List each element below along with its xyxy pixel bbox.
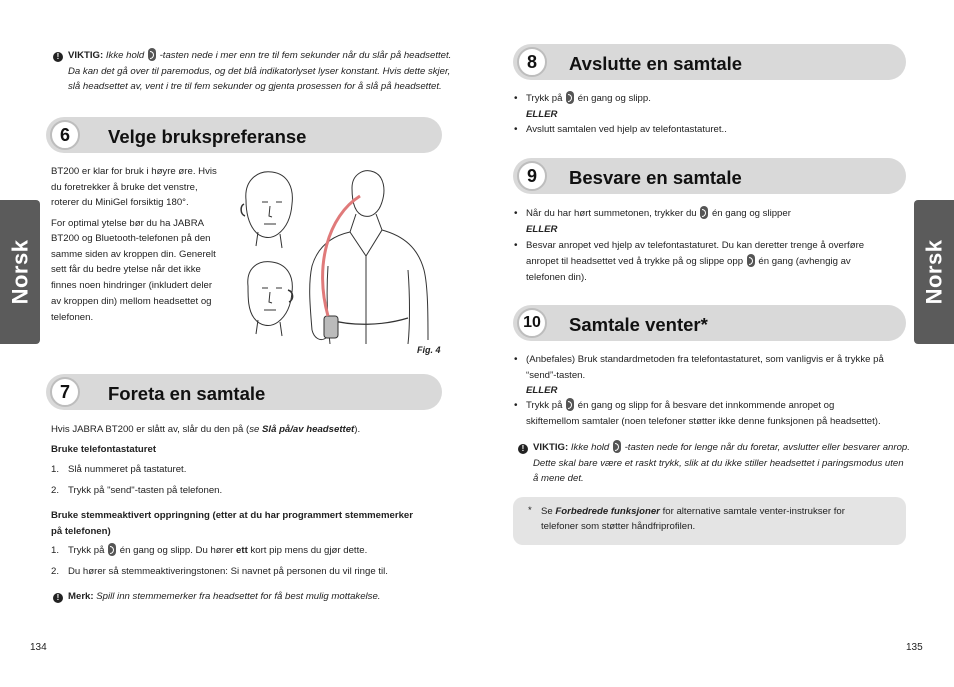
info-box [513, 497, 906, 545]
or-label: ELLER [526, 385, 558, 396]
list-item: Besvar anropet ved hjelp av telefontastaturet. Du kan deretter trenge å overføre [526, 240, 865, 251]
text-line: sett får du bedre ytelse når det ikke [51, 264, 201, 275]
figure-caption: Fig. 4 [417, 345, 441, 355]
subheading-voice-dial: på telefonen) [51, 526, 111, 537]
subheading-keypad: Bruke telefontastaturet [51, 444, 157, 455]
section-6-header [46, 117, 442, 153]
or-label: ELLER [526, 224, 558, 235]
headset-button-icon [108, 543, 116, 556]
section-number: 9 [517, 161, 547, 191]
section-title: Avslutte en samtale [569, 53, 743, 74]
warning-icon: ! [518, 444, 528, 454]
info-line-2: telefoner som støtter håndfriprofilen. [541, 521, 696, 532]
bullet: • [514, 208, 518, 219]
text-line: samme siden av kroppen din. Generelt [51, 249, 216, 260]
text-line: finnes noen hindringer (inkludert deler [51, 280, 213, 291]
or-label: ELLER [526, 109, 558, 120]
text-line: av kroppen din) mellom headsettet og [51, 296, 212, 307]
list-item: anropet til headsettet ved å trykke på og slippe opp én gang (avhengig av [526, 256, 851, 267]
list-item: Du hører så stemmeaktiveringstonen: Si navnet på personen du vil ringe til. [68, 566, 388, 577]
bullet: • [514, 93, 518, 104]
note-icon: ! [53, 593, 63, 603]
bullet: • [514, 354, 518, 365]
headset-button-icon [148, 48, 156, 61]
headset-wearing-illustration [232, 166, 444, 348]
section-10-header [513, 305, 906, 341]
warning-line-3: slå headsettet av, vent i tre til fem sekunder og gjenta prosessen for å slå på headsettet. [68, 81, 442, 92]
section-number: 7 [50, 377, 80, 407]
section-7-intro: Hvis JABRA BT200 er slått av, slår du den på (se Slå på/av headsettet). [51, 424, 361, 435]
side-tab-label: Norsk [7, 239, 33, 305]
section-title: Samtale venter* [569, 314, 708, 335]
note: Merk: Spill inn stemmemerker fra headsettet for få best mulig mottakelse. [68, 591, 381, 602]
section-9-header [513, 158, 906, 194]
headset-button-icon [566, 398, 574, 411]
text-line: BT200 er klar for bruk i høyre øre. Hvis [51, 166, 217, 177]
section-number: 8 [517, 47, 547, 77]
text-line: BT200 og Bluetooth-telefonen på den [51, 233, 211, 244]
section-7-header [46, 374, 442, 410]
list-number: 2. [51, 485, 60, 496]
list-number: 1. [51, 464, 60, 475]
headset-button-icon [566, 91, 574, 104]
list-number: 1. [51, 545, 60, 556]
list-item: skiftemellom samtaler (noen telefoner støtter ikke denne funksjonen på headsettet). [526, 416, 881, 427]
bullet: • [514, 240, 518, 251]
side-tab-left [0, 200, 40, 344]
warning-line-2: Dette skal bare være et raskt trykk, slik at du ikke stiller headsettet i paringsmodus uten [533, 458, 904, 469]
page-number: 135 [906, 642, 923, 653]
section-8-header [513, 44, 906, 80]
info-line-1: Se Forbedrede funksjoner for alternative samtale venter-instrukser for [541, 506, 845, 517]
text-line: du foretrekker å bruke det venstre, [51, 182, 198, 193]
list-number: 2. [51, 566, 60, 577]
headset-button-icon [613, 440, 621, 453]
list-item: Trykk på én gang og slipp. Du hører ett kort pip mens du gjør dette. [68, 545, 368, 556]
list-item: (Anbefales) Bruk standardmetoden fra telefontastaturet, som vanligvis er å trykke på [526, 354, 884, 365]
list-item: Avslutt samtalen ved hjelp av telefontastaturet.. [526, 124, 727, 135]
text-line: For optimal ytelse bør du ha JABRA [51, 218, 205, 229]
text-line: roterer du MiniGel forsiktig 180°. [51, 197, 189, 208]
list-item: Slå nummeret på tastaturet. [68, 464, 187, 475]
bullet: • [514, 400, 518, 411]
side-tab-right [914, 200, 954, 344]
list-item: Trykk på én gang og slipp. [526, 93, 651, 104]
list-item: telefonen din). [526, 272, 587, 283]
list-item: “send”-tasten. [526, 370, 586, 381]
list-item: Trykk på "send"-tasten på telefonen. [68, 485, 223, 496]
section-number: 10 [517, 308, 547, 338]
text-line: telefonen. [51, 312, 94, 323]
section-number: 6 [50, 120, 80, 150]
headset-button-icon [747, 254, 755, 267]
list-item: Når du har hørt summetonen, trykker du én gang og slipper [526, 208, 791, 219]
page-number: 134 [30, 642, 47, 653]
section-title: Foreta en samtale [108, 383, 266, 404]
headset-button-icon [700, 206, 708, 219]
list-item: Trykk på én gang og slipp for å besvare det innkommende anropet og [526, 400, 835, 411]
subheading-voice-dial: Bruke stemmeaktivert oppringning (etter at du har programmert stemmemerker [51, 510, 414, 521]
warning-line-3: å mene det. [533, 473, 584, 484]
warning-line-2: Da kan det gå over til paremodus, og det blå indikatorlyset lyser konstant. Hvis dette skjer, [68, 66, 451, 77]
warning-icon: ! [53, 52, 63, 62]
warning-line-1: VIKTIG: Ikke hold -tasten nede for lenge når du foretar, avslutter eller besvarer anrop. [533, 442, 910, 453]
section-title: Velge brukspreferanse [108, 126, 307, 147]
warning-line-1: VIKTIG: Ikke hold -tasten nede i mer enn tre til fem sekunder når du slår på headsettet. [68, 50, 452, 61]
bullet: • [514, 124, 518, 135]
footnote-star: * [528, 505, 532, 516]
section-title: Besvare en samtale [569, 167, 742, 188]
side-tab-label: Norsk [921, 239, 947, 305]
